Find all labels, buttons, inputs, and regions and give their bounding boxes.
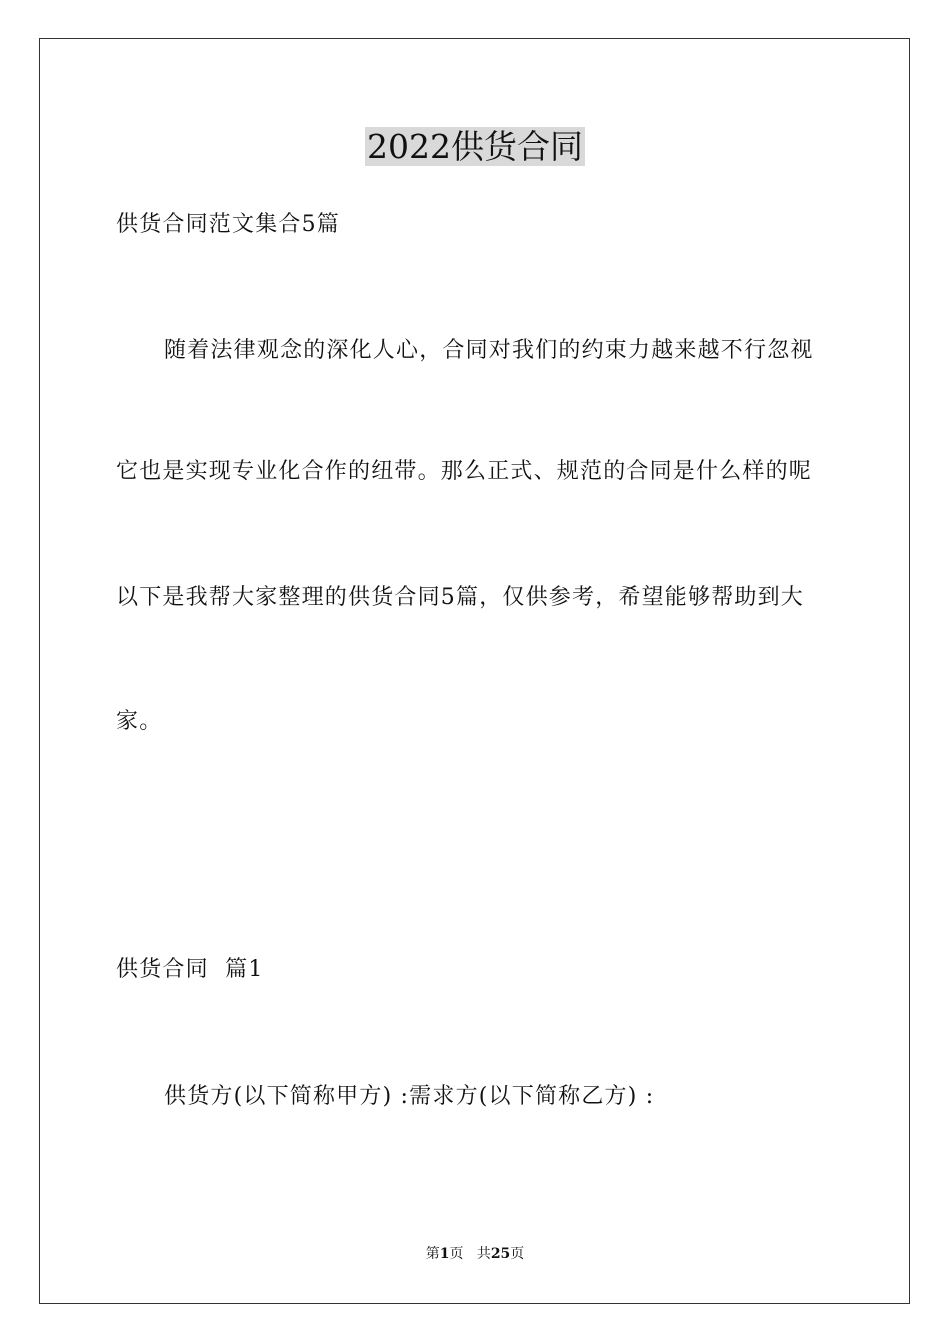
footer-total-prefix: 共 [476, 1246, 491, 1262]
page-footer [0, 1244, 950, 1264]
document-title [0, 124, 950, 170]
intro-line-2: 它也是实现专业化合作的纽带。那么正式、规范的合同是什么样的呢 [116, 459, 813, 484]
document-subtitle: 供货合同范文集合5篇 [116, 212, 340, 237]
footer-page-suffix: 页 [449, 1246, 464, 1262]
footer-total-suffix: 页 [510, 1246, 525, 1262]
intro-line-3: 以下是我帮大家整理的供货合同5篇，仅供参考，希望能够帮助到大 [116, 585, 804, 610]
parties-line: 供货方(以下简称甲方) :需求方(以下简称乙方) : [164, 1084, 655, 1109]
document-title-text: 2022供货合同 [367, 127, 583, 166]
intro-line-4: 家。 [116, 709, 163, 734]
footer-total-pages: 25 [490, 1246, 511, 1262]
footer-page-prefix: 第 [425, 1246, 440, 1262]
section-heading: 供货合同 篇1 [116, 957, 264, 982]
footer-page-number: 1 [439, 1246, 450, 1262]
intro-line-1: 随着法律观念的深化人心，合同对我们的约束力越来越不行忽视 [164, 338, 814, 363]
